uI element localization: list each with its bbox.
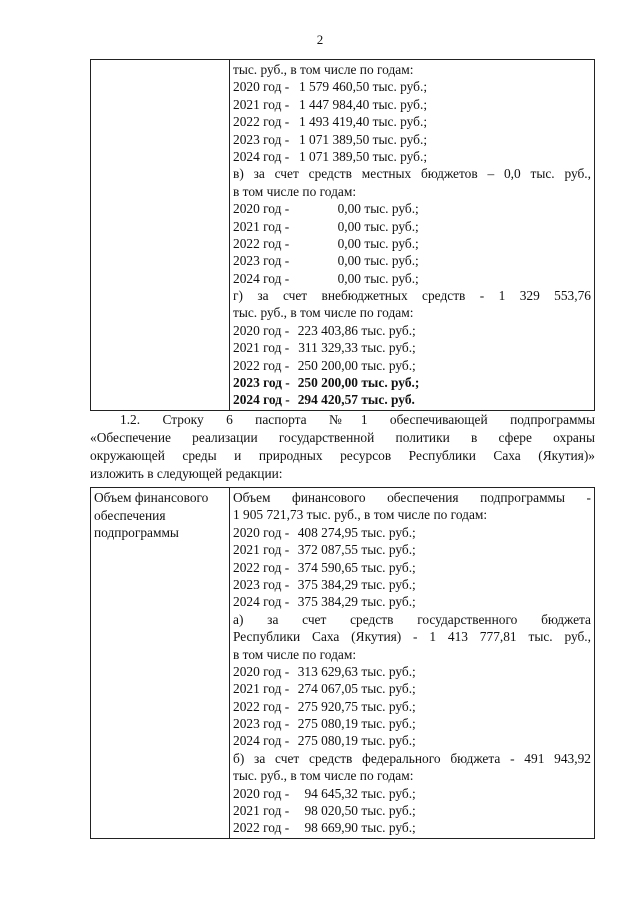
table1-right-cell: [230, 60, 595, 411]
amendment-paragraph: [90, 411, 595, 483]
line-year-value: 2021 год - 98 020,50 тыс. руб.;: [233, 803, 416, 819]
line-year-value: 2021 год - 311 329,33 тыс. руб.;: [233, 340, 416, 356]
line-year-value: 2021 год - 0,00 тыс. руб.;: [233, 218, 419, 234]
line-year-value: 2020 год - 223 403,86 тыс. руб.;: [233, 322, 416, 338]
line-year-value: 2023 год - 275 080,19 тыс. руб.;: [233, 716, 416, 732]
line-text: б) за счет средств федерального бюджета - 491 943,92: [233, 750, 591, 766]
line-year-value: 2024 год - 0,00 тыс. руб.;: [233, 270, 419, 286]
line-year-value: 2023 год - 250 200,00 тыс. руб.;: [233, 375, 420, 391]
line-text: 1 905 721,73 тыс. руб., в том числе по годам:: [233, 507, 488, 523]
line-text: тыс. руб., в том числе по годам:: [233, 305, 414, 321]
line-text: тыс. руб., в том числе по годам:: [233, 768, 414, 784]
table2-right-cell: [230, 488, 595, 839]
line-year-value: 2022 год - 374 590,65 тыс. руб.;: [233, 559, 416, 575]
line-text: в том числе по годам:: [233, 646, 357, 662]
line-year-amount: 2021 год - 1 447 984,40 тыс. руб.;: [233, 96, 428, 112]
line-text: в том числе по годам:: [233, 183, 357, 199]
line-year-value: 2024 год - 275 080,19 тыс. руб.;: [233, 733, 416, 749]
table2-label-cell: [91, 488, 230, 839]
line-text: Объем финансового обеспечения подпрограммы -: [233, 490, 591, 505]
table-subprogram-funding: [90, 487, 595, 839]
line-year-value: 2022 год - 250 200,00 тыс. руб.;: [233, 357, 416, 373]
line-year-value: 2022 год - 0,00 тыс. руб.;: [233, 235, 419, 251]
label-line: подпрограммы: [94, 525, 179, 540]
line-text: в) за счет средств местных бюджетов – 0,0 тыс. руб.,: [233, 166, 591, 182]
line-year-value: 2022 год - 275 920,75 тыс. руб.;: [233, 698, 416, 714]
table-funding-continued: [90, 59, 595, 411]
line-text: тыс. руб., в том числе по годам:: [233, 62, 414, 77]
line-text: г) за счет внебюджетных средств - 1 329 553,76: [233, 288, 591, 304]
line-year-amount: 2020 год - 1 579 460,50 тыс. руб.;: [233, 79, 428, 95]
label-line: обеспечения: [94, 507, 166, 523]
line-year-value: 2021 год - 372 087,55 тыс. руб.;: [233, 542, 416, 558]
line-text: а) за счет средств государственного бюджета: [233, 611, 591, 627]
line-year-amount: 2024 год - 1 071 389,50 тыс. руб.;: [233, 148, 428, 164]
line-year-value: 2021 год - 274 067,05 тыс. руб.;: [233, 681, 416, 697]
line-year-value: 2020 год - 408 274,95 тыс. руб.;: [233, 524, 416, 540]
line-year-value: 2023 год - 0,00 тыс. руб.;: [233, 253, 419, 269]
line-year-value: 2020 год - 0,00 тыс. руб.;: [233, 201, 419, 217]
paragraph-line: окружающей среды и природных ресурсов Республики Саха (Якутия)»: [90, 448, 595, 463]
line-year-value: 2024 год - 294 420,57 тыс. руб.: [233, 392, 415, 408]
paragraph-line: изложить в следующей редакции:: [90, 466, 283, 481]
line-text: Республики Саха (Якутия) - 1 413 777,81 тыс. руб.,: [233, 629, 591, 645]
table1-left-cell: [91, 60, 230, 411]
line-year-value: 2023 год - 375 384,29 тыс. руб.;: [233, 576, 416, 592]
paragraph-line: 1.2. Строку 6 паспорта №1 обеспечивающей подпрограммы: [120, 412, 595, 427]
line-year-value: 2020 год - 313 629,63 тыс. руб.;: [233, 663, 416, 679]
line-year-value: 2022 год - 98 669,90 тыс. руб.;: [233, 820, 416, 836]
line-year-amount: 2022 год - 1 493 419,40 тыс. руб.;: [233, 114, 428, 130]
label-line: Объем финансового: [94, 490, 209, 505]
line-year-value: 2020 год - 94 645,32 тыс. руб.;: [233, 785, 416, 801]
line-year-value: 2024 год - 375 384,29 тыс. руб.;: [233, 594, 416, 610]
line-year-amount: 2023 год - 1 071 389,50 тыс. руб.;: [233, 131, 428, 147]
page-number: 2: [316, 32, 324, 47]
paragraph-line: «Обеспечение реализации государственной политики в сфере охраны: [90, 430, 595, 445]
